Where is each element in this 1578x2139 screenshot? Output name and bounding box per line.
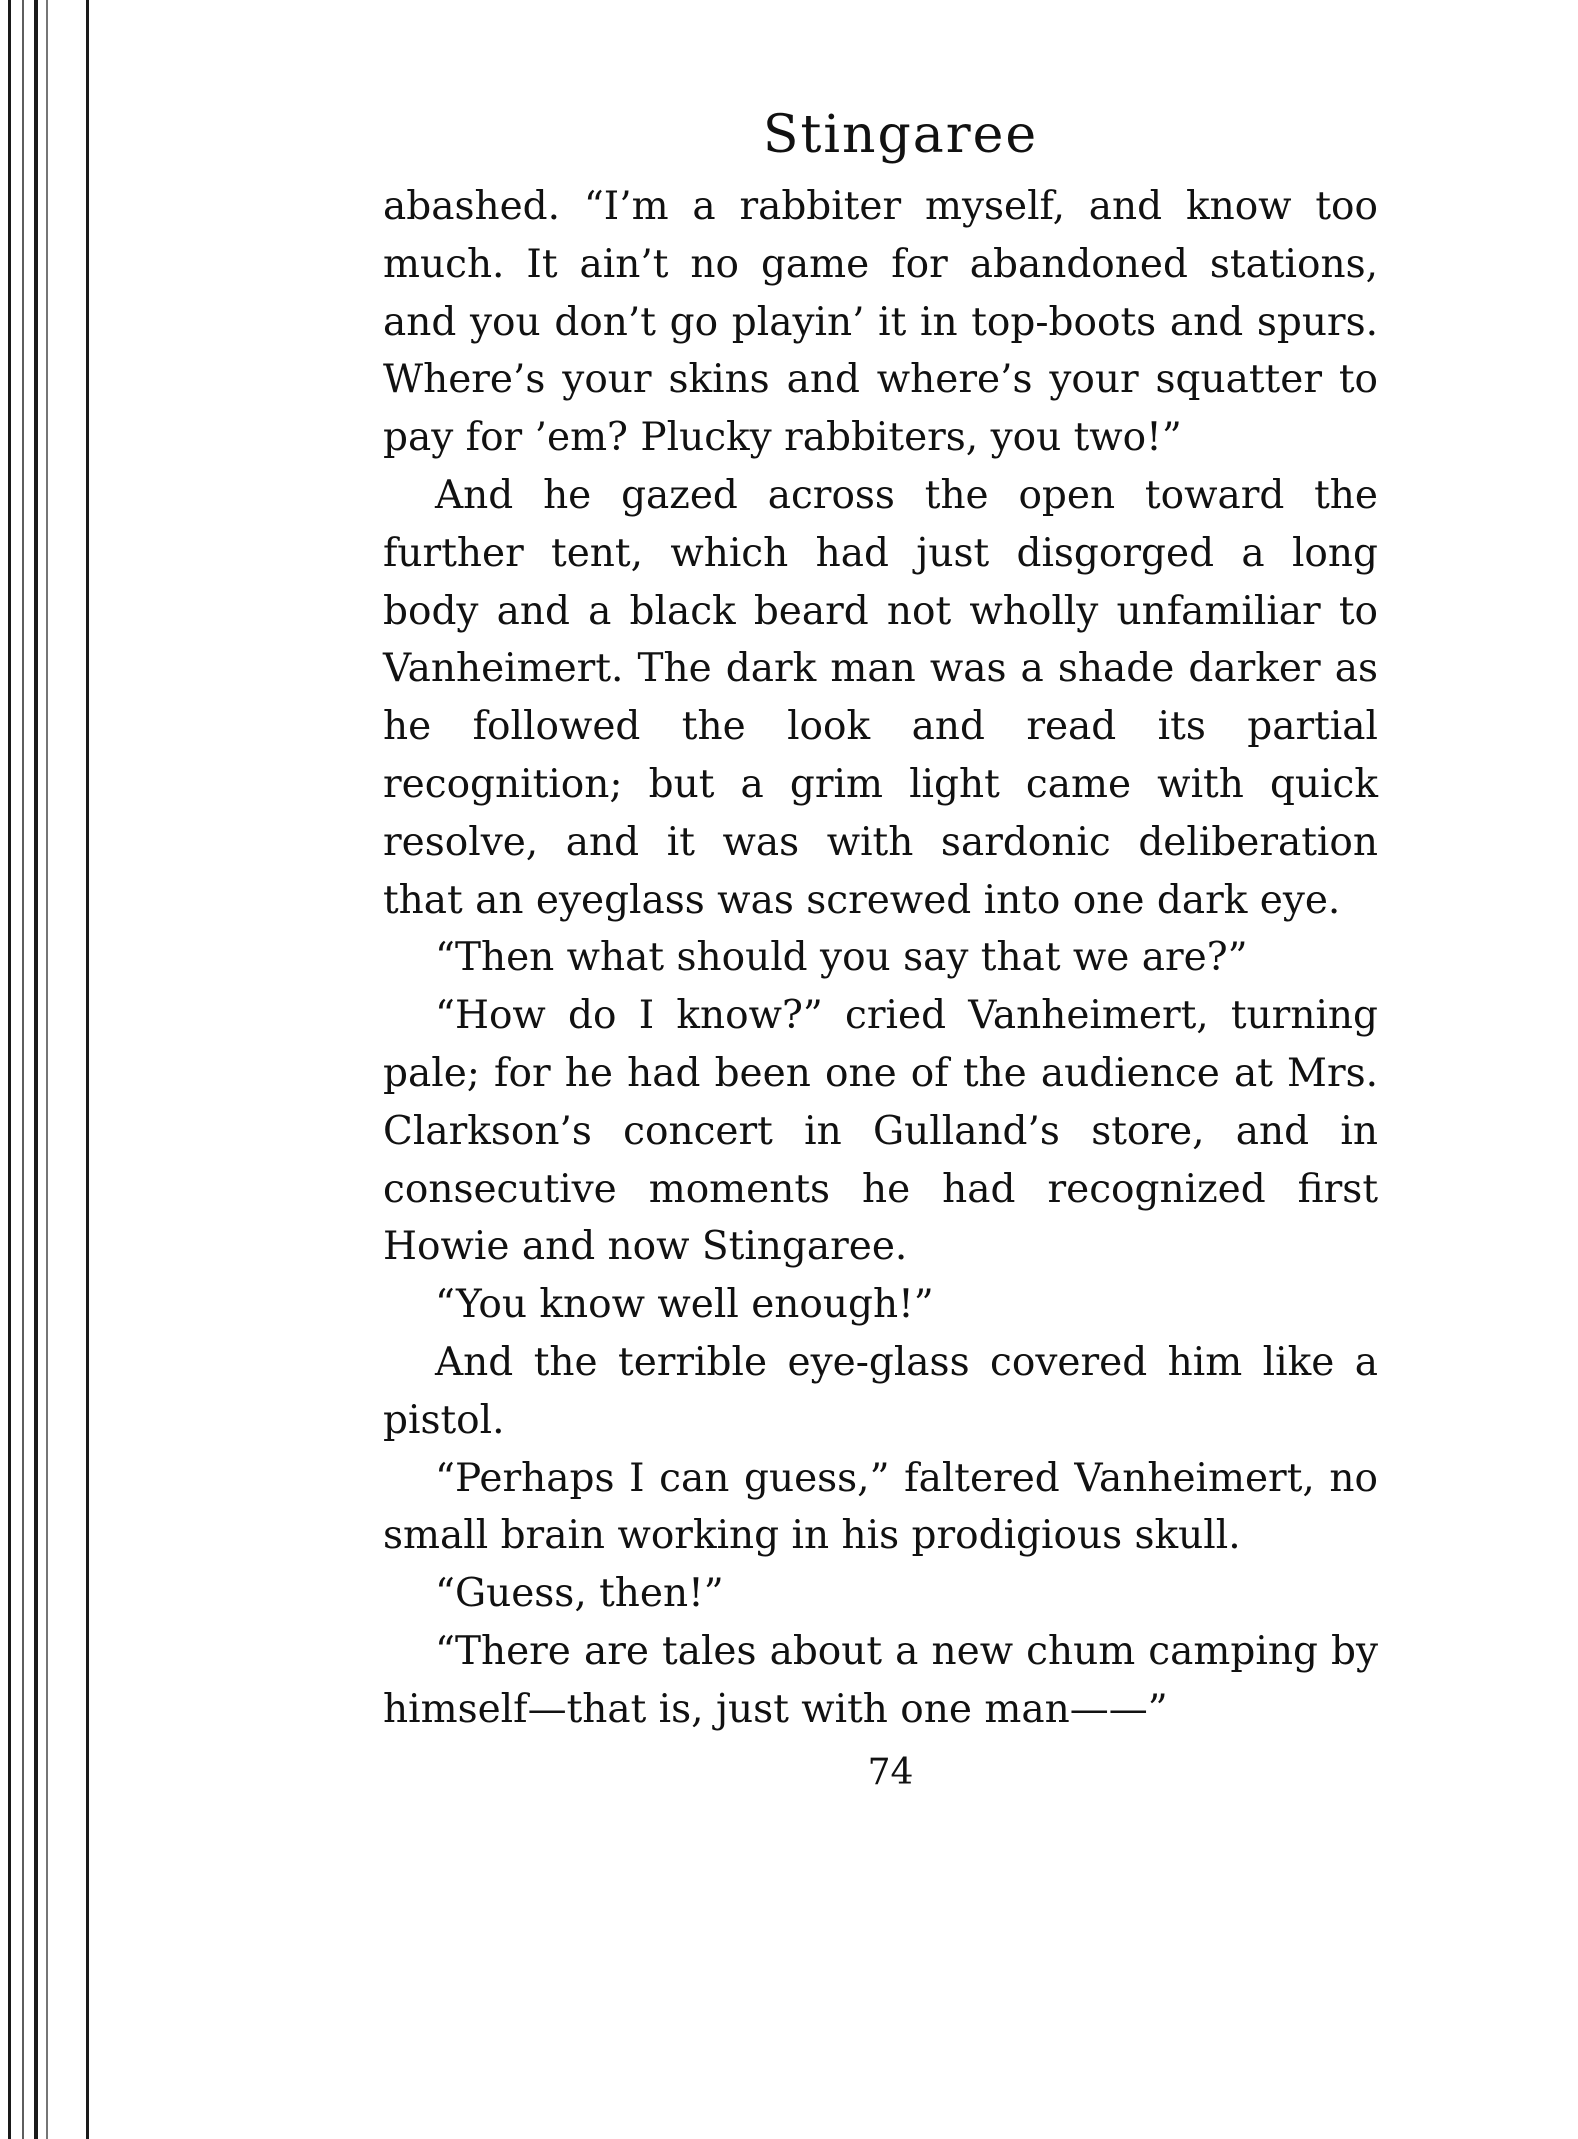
paragraph-8: “Guess, then!” bbox=[435, 1571, 724, 1617]
book-binding-edge bbox=[0, 0, 90, 2139]
paragraph-7: “Perhaps I can guess,” faltered Vanheimert, no small brain working in his prodigious skull. bbox=[383, 1455, 1378, 1559]
paragraph-5: “You know well enough!” bbox=[435, 1282, 934, 1328]
paragraph-4: “How do I know?” cried Vanheimert, turning pale; for he had been one of the audience at Mrs. Clarkson’s concert in Gulland’s store, and in consecutive moments he had recognized first Howie and now Stingaree. bbox=[383, 993, 1378, 1270]
book-page bbox=[383, 100, 1378, 1803]
page-number: 74 bbox=[867, 1751, 914, 1793]
paragraph-6: And the terrible eye-glass covered him like a pistol. bbox=[383, 1339, 1378, 1443]
running-title: Stingaree bbox=[762, 105, 1039, 165]
paragraph-2: And he gazed across the open toward the further tent, which had just disgorged a long body and a black beard not wholly unfamiliar to Vanheimert. The dark man was a shade darker as he followed the look and read its partial recognition; but a grim light came with quick resolve, and it was with sardonic deliberation that an eyeglass was screwed into one dark eye. bbox=[383, 472, 1378, 923]
paragraph-9: “There are tales about a new chum camping by himself—that is, just with one man——” bbox=[383, 1628, 1378, 1732]
page-body bbox=[383, 178, 1378, 1739]
paragraph-3: “Then what should you say that we are?” bbox=[435, 935, 1248, 981]
paragraph-1: abashed. “I’m a rabbiter myself, and know too much. It ain’t no game for abandoned stations, and you don’t go playin’ it in top-boots and spurs. Where’s your skins and where’s your squatter to pay for ’em? Plucky rabbiters, you two!” bbox=[383, 184, 1378, 461]
